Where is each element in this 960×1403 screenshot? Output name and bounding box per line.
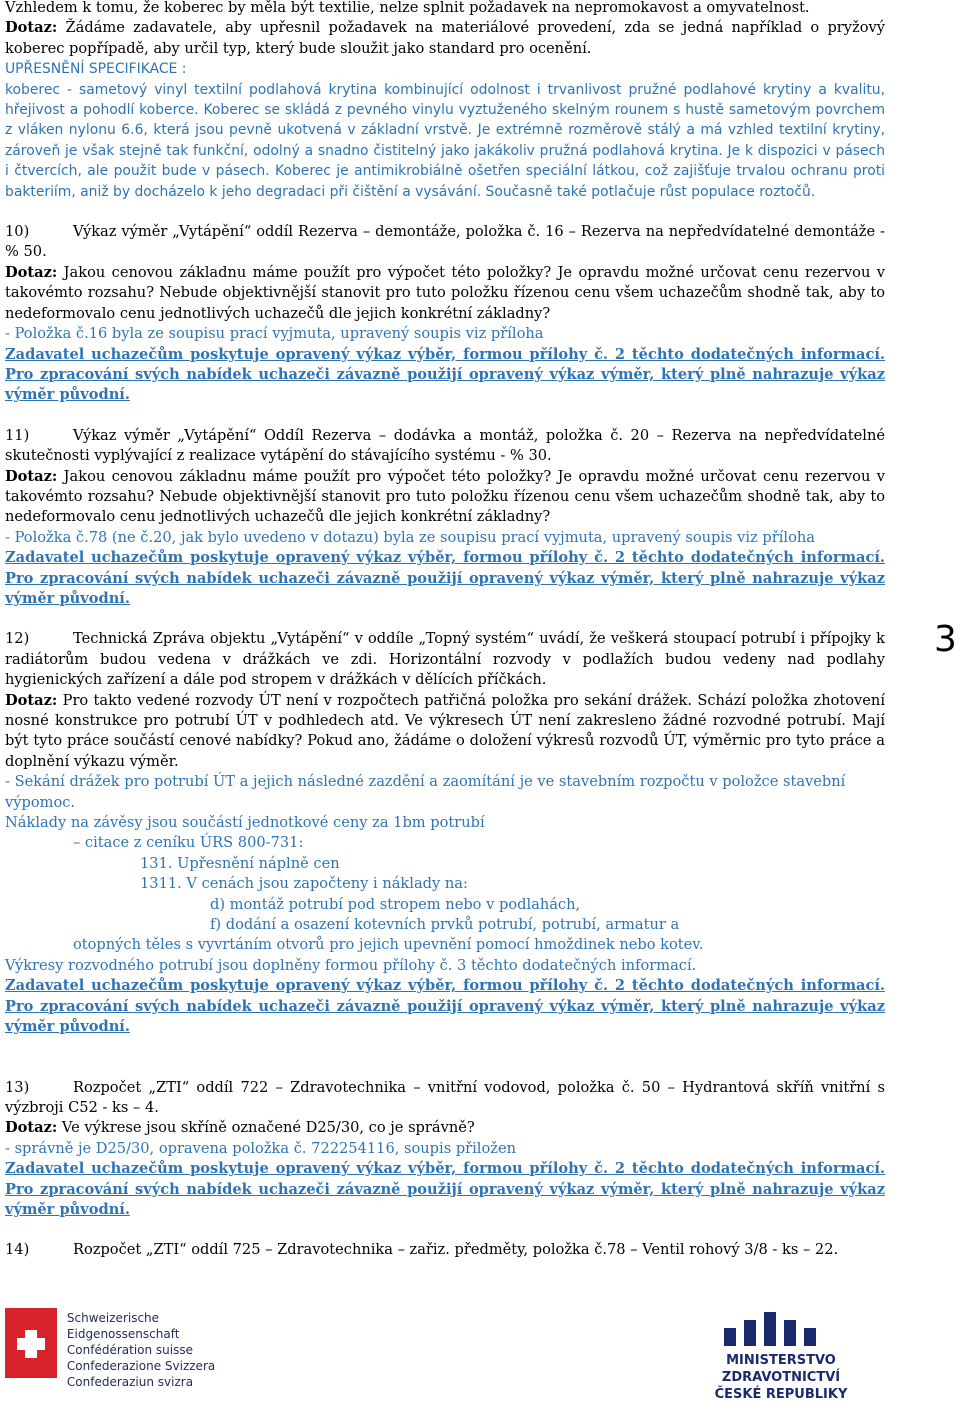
question-label: Dotaz:: [5, 19, 58, 37]
item-12-answer-5: 1311. V cenách jsou započteny i náklady na:: [140, 875, 468, 893]
item-10-question: [5, 263, 885, 324]
item-12-answer-6: d) montáž potrubí pod stropem nebo v podlahách,: [210, 895, 581, 913]
question-label: Dotaz:: [5, 467, 58, 485]
question-label: Dotaz:: [5, 263, 58, 281]
item-12-answer-8: otopných těles s vyvrtáním otvorů pro jejich upevnění pomocí hmoždinek nebo kotev.: [73, 936, 704, 954]
item-11-question: [5, 467, 885, 528]
question-text: Žádáme zadavatele, aby upřesnil požadavek na materiálové provedení, zda se jedná například o pryžový koberec popřípadě, aby určil typ, který bude sloužit jako standard pro ocenění.: [5, 19, 885, 57]
swiss-logo-text: [66, 1308, 275, 1389]
page-number: 3: [934, 619, 957, 660]
item-12-answer-4: 131. Upřesnění náplně cen: [140, 854, 340, 872]
item-head-text: Výkaz výměr „Vytápění“ oddíl Rezerva – demontáže, položka č. 16 – Rezerva na nepředvídatelné demontáže - % 50.: [5, 223, 885, 261]
item-13-head: [5, 1078, 885, 1119]
spec-title: UPŘESNĚNÍ SPECIFIKACE :: [5, 61, 187, 78]
item-11-head: [5, 426, 885, 467]
item-13-question: [5, 1118, 885, 1138]
item-number: 10): [5, 223, 30, 241]
swiss-line-1: Schweizerische Eidgenossenschaft: [66, 1311, 180, 1341]
ministry-logo: [676, 1312, 886, 1402]
question-text: Pro takto vedené rozvody ÚT není v rozpočtech patřičná položka pro sekání drážek. Schází položka zhotovení nosné konstrukce pro potrubí ÚT v podhledech atd. Ve výkresech ÚT není zakresleno žádné rozvodné potrubí. Mají být tyto práce součástí cenové nabídky? Pokud ano, žádáme o doložení výkresů rozvodů ÚT, výměrnic pro tyto práce a doplnění výkazu výměr.: [5, 691, 885, 770]
item-12-notice: Zadavatel uchazečům poskytuje opravený výkaz výběr, formou přílohy č. 2 těchto dodatečných informací. Pro zpracování svých nabídek uchazeči závazně použijí opravený výkaz výměr, který plně nahrazuje výkaz výměr původní.: [5, 977, 885, 1036]
ministry-logo-text: [676, 1352, 886, 1403]
item-11-answer: - Položka č.78 (ne č.20, jak bylo uvedeno v dotazu) byla ze soupisu prací vyjmuta, upravený soupis viz příloha: [5, 528, 815, 546]
question-label: Dotaz:: [5, 1119, 58, 1137]
item-head-text: Technická Zpráva objektu „Vytápění“ v oddíle „Topný systém“ uvádí, že veškerá stoupací potrubí i přípojky k radiátorům budou vedena v drážkách ve zdi. Horizontální rozvody v podlažích budou vedeny nad podlahy hygienických zařízení a dále pod stropem v drážkách v dělících příčkách.: [5, 630, 885, 689]
item-number: 13): [5, 1078, 30, 1096]
question-label: Dotaz:: [5, 691, 58, 709]
swiss-cross-icon: [5, 1308, 57, 1378]
swiss-confederation-logo: [5, 1308, 275, 1389]
swiss-line-2: Confédération suisse: [66, 1343, 194, 1357]
question-intro: [5, 18, 885, 59]
item-10-notice: Zadavatel uchazečům poskytuje opravený výkaz výběr, formou přílohy č. 2 těchto dodatečných informací. Pro zpracování svých nabídek uchazeči závazně použijí opravený výkaz výměr, který plně nahrazuje výkaz výměr původní.: [5, 345, 885, 404]
item-12-answer-1: - Sekání drážek pro potrubí ÚT a jejich následné zazdění a zaomítání je ve stavebním rozpočtu v položce stavební výpomoc.: [5, 773, 846, 811]
intro-line: Vzhledem k tomu, že koberec by měla být textilie, nelze splnit požadavek na nepromokavost a omyvatelnost.: [5, 0, 810, 16]
document-body: [5, 0, 885, 1261]
item-12-answer-7: f) dodání a osazení kotevních prvků potrubí, potrubí, armatur a: [210, 916, 680, 934]
ministry-bars-icon: [724, 1312, 886, 1346]
item-number: 12): [5, 630, 30, 648]
question-text: Ve výkrese jsou skříně označené D25/30, co je správně?: [57, 1119, 475, 1137]
item-14-head: [5, 1240, 885, 1260]
ministry-line-1: MINISTERSTVO ZDRAVOTNICTVÍ: [721, 1353, 841, 1385]
item-12-head: [5, 629, 885, 690]
spec-body: koberec - sametový vinyl textilní podlahová krytina kombinující odolnost i trvanlivost pružné podlahové krytiny a kvalitu, hřejivost a pohodlí koberce. Koberec se skládá z pevného vinylu vyztuženého skelným rounem s hustě sametovým povrchem z vláken nylonu 6.6, která jsou pevně ukotvená v základní vrstvě. Je extrémně rozměrově stálý a má vzhled textilní krytiny, zároveň je však stejně tak funkční, odolný a snadno čistitelný jako jakákoliv pružná podlahová krytina. Je k dispozici v pásech i čtvercích, ale použit bude v pásech. Koberec je antimikrobiálně ošetřen speciální látkou, což zajišťuje trvalou ochranu proti bakteriím, aniž by docházelo k jeho degradaci při čištění a vysávání. Současně také potlačuje růst populace roztočů.: [5, 81, 885, 200]
question-text: Jakou cenovou základnu máme použít pro výpočet této položky? Je opravdu možné určovat cenu rezervou v takovémto rozsahu? Nebude objektivnější stanovit pro tuto položku řízenou cenu všem uchazečům shodně tak, aby to nedeformovalo cenu jednotlivých uchazečů dle jejich konkrétní základny?: [5, 263, 885, 322]
item-13-notice: Zadavatel uchazečům poskytuje opravený výkaz výběr, formou přílohy č. 2 těchto dodatečných informací. Pro zpracování svých nabídek uchazeči závazně použijí opravený výkaz výměr, který plně nahrazuje výkaz výměr původní.: [5, 1160, 885, 1218]
item-head-text: Rozpočet „ZTI“ oddíl 725 – Zdravotechnika – zařiz. předměty, položka č.78 – Ventil rohový 3/8 - ks – 22.: [73, 1241, 839, 1259]
item-10-head: [5, 222, 885, 263]
item-12-answer-2: Náklady na závěsy jsou součástí jednotkové ceny za 1bm potrubí: [5, 814, 485, 832]
item-head-text: Výkaz výměr „Vytápění“ Oddíl Rezerva – dodávka a montáž, položka č. 20 – Rezerva na nepředvídatelné skutečnosti vyplývající z realizace vytápění do stávajícího systému - % 30.: [5, 426, 885, 465]
item-10-answer: - Položka č.16 byla ze soupisu prací vyjmuta, upravený soupis viz příloha: [5, 325, 544, 343]
item-13-answer: - správně je D25/30, opravena položka č. 722254116, soupis přiložen: [5, 1139, 516, 1157]
item-number: 11): [5, 426, 30, 444]
swiss-line-3: Confederazione Svizzera: [66, 1359, 216, 1373]
item-12-question: [5, 691, 885, 773]
item-12-answer-3: – citace z ceníku ÚRS 800-731:: [73, 834, 304, 852]
item-11-notice: Zadavatel uchazečům poskytuje opravený výkaz výběr, formou přílohy č. 2 těchto dodatečných informací. Pro zpracování svých nabídek uchazeči závazně použijí opravený výkaz výměr, který plně nahrazuje výkaz výměr původní.: [5, 549, 885, 607]
swiss-line-4: Confederaziun svizra: [66, 1375, 194, 1389]
item-number: 14): [5, 1241, 30, 1259]
ministry-line-2: ČESKÉ REPUBLIKY: [714, 1387, 848, 1402]
item-head-text: Rozpočet „ZTI“ oddíl 722 – Zdravotechnika – vnitřní vodovod, položka č. 50 – Hydrantová skříň vnitřní s výzbroji C52 - ks – 4.: [5, 1078, 885, 1116]
question-text: Jakou cenovou základnu máme použít pro výpočet této položky? Je opravdu možné určovat cenu rezervou v takovémto rozsahu? Nebude objektivnější stanovit pro tuto položku řízenou cenu všem uchazečům shodně tak, aby to nedeformovalo cenu jednotlivých uchazečů dle jejich konkrétní základny?: [5, 467, 885, 526]
item-12-answer-9: Výkresy rozvodného potrubí jsou doplněny formou přílohy č. 3 těchto dodatečných informací.: [5, 956, 697, 974]
